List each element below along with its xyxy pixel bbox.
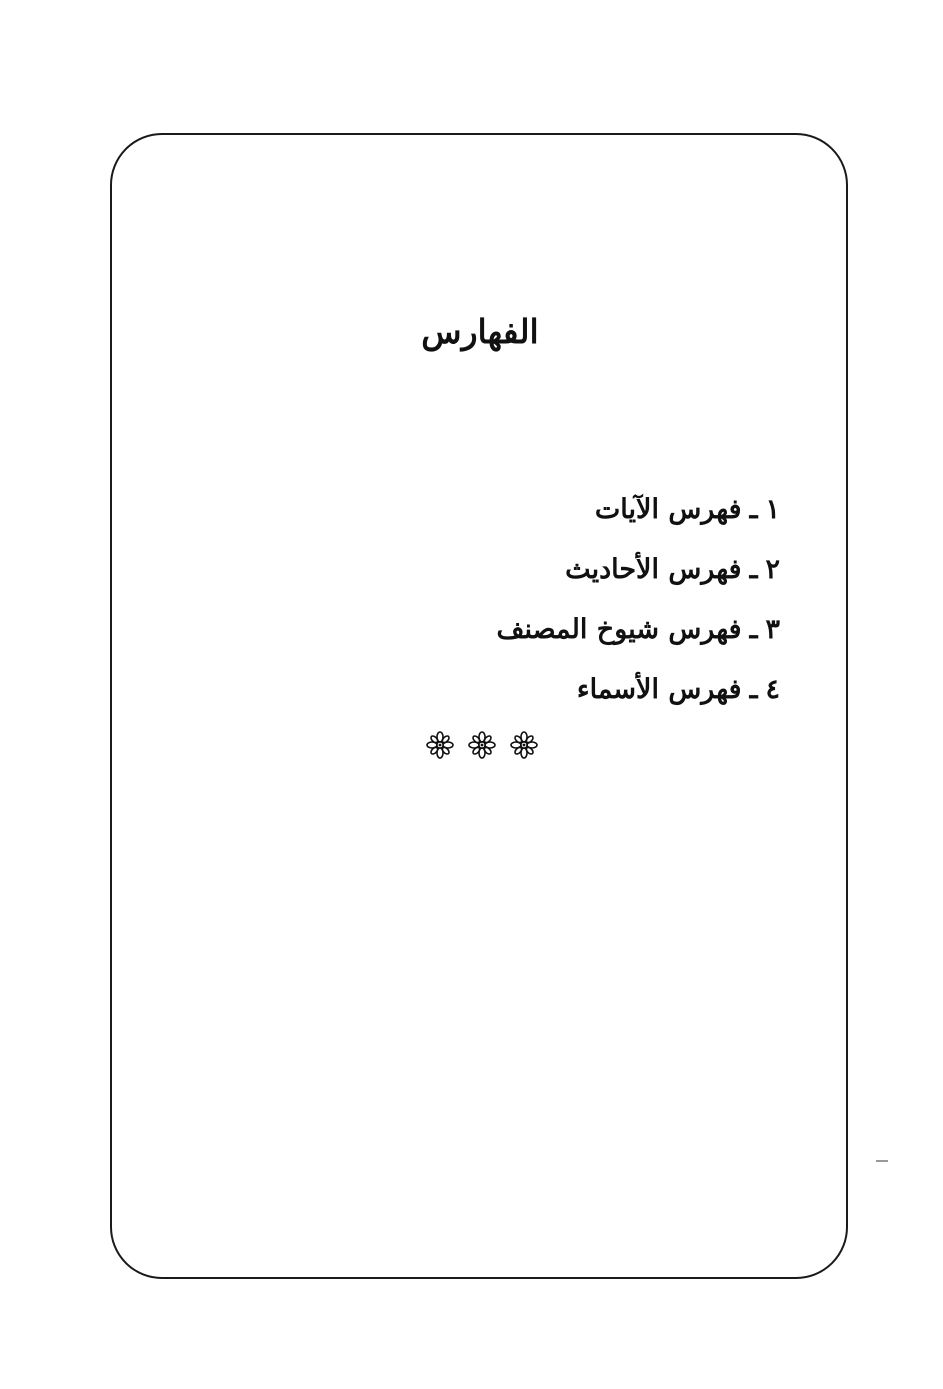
- index-list: [360, 486, 780, 726]
- index-item-hadiths: [360, 546, 780, 606]
- scan-mark: [876, 1160, 888, 1162]
- index-item-separator: ـ: [749, 614, 758, 645]
- flower-ornament-icon: [468, 731, 496, 759]
- index-item-number: ١: [765, 494, 780, 525]
- index-item-separator: ـ: [749, 674, 758, 705]
- index-item-separator: ـ: [749, 494, 758, 525]
- index-item-number: ٣: [765, 614, 780, 645]
- index-item-names: [360, 666, 780, 726]
- section-end-ornaments: [426, 730, 538, 760]
- index-item-label: فهرس الآيات: [594, 494, 742, 525]
- index-item-authors-sheikhs: [360, 606, 780, 666]
- index-item-number: ٢: [765, 554, 780, 585]
- index-item-separator: ـ: [749, 554, 758, 585]
- index-item-label: فهرس الأسماء: [576, 674, 742, 705]
- index-item-label: فهرس شيوخ المصنف: [496, 614, 742, 645]
- flower-ornament-icon: [426, 731, 454, 759]
- page-title: الفهارس: [421, 312, 539, 351]
- flower-ornament-icon: [510, 731, 538, 759]
- index-item-number: ٤: [765, 674, 780, 705]
- index-item-verses: [360, 486, 780, 546]
- index-item-label: فهرس الأحاديث: [565, 554, 742, 585]
